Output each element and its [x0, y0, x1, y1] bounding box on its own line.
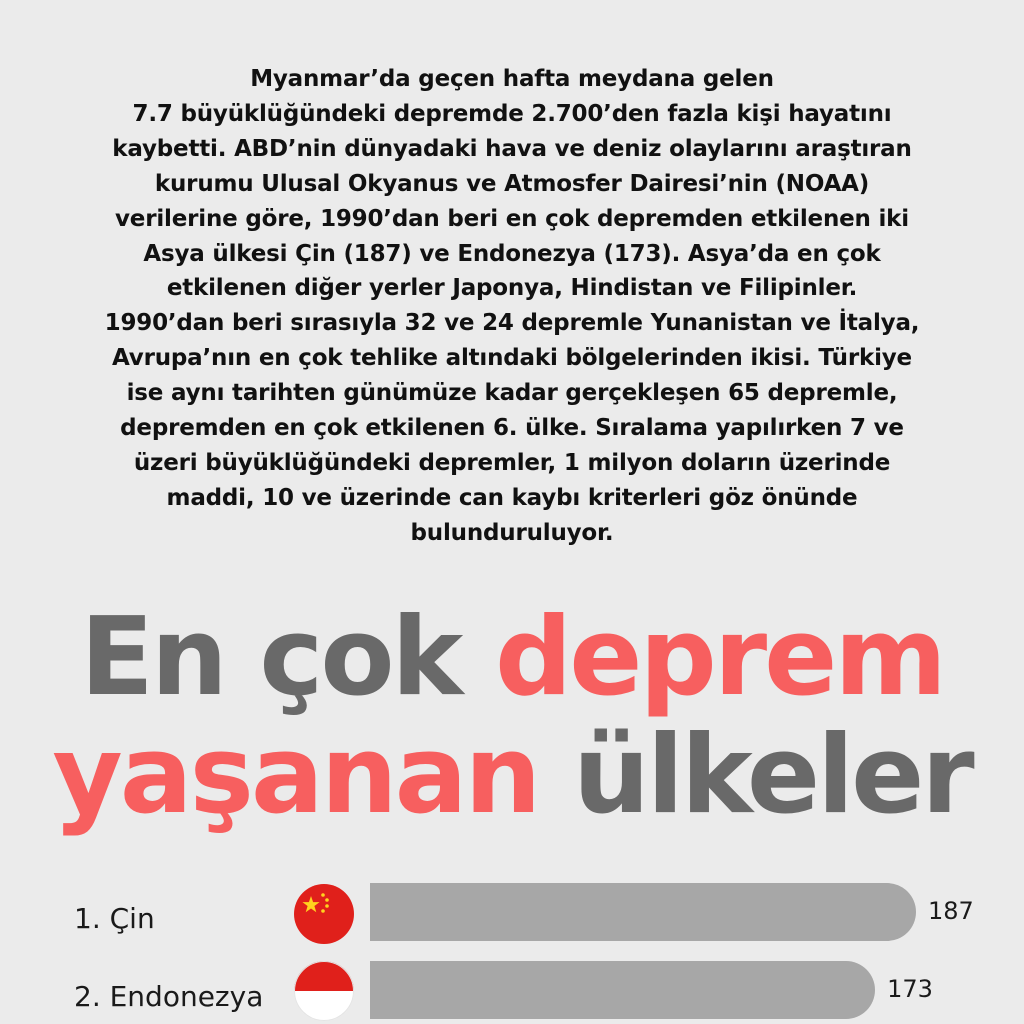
intro-line: Asya ülkesi Çin (187) ve Endonezya (173). Asya’da en çok [143, 240, 881, 267]
indonesia-flag-icon [294, 961, 354, 1021]
bar-label-indonesia: 2. Endonezya [74, 980, 264, 1013]
intro-line: bulunduruluyor. [410, 519, 614, 546]
intro-line: üzeri büyüklüğündeki depremler, 1 milyon doların üzerinde [133, 449, 891, 476]
intro-line: etkilenen diğer yerler Japonya, Hindistan ve Filipinler. [166, 275, 858, 302]
intro-line: kurumu Ulusal Okyanus ve Atmosfer Dairesi’nin (NOAA) [154, 170, 870, 197]
bar-china [370, 883, 916, 941]
china-flag-icon [294, 884, 354, 944]
headline-line-2 [0, 713, 1024, 838]
bar-label-china: 1. Çin [74, 902, 155, 935]
bar-value-china: 187 [928, 897, 974, 925]
intro-line: Myanmar’da geçen hafta meydana gelen [250, 66, 774, 92]
intro-line: kaybetti. ABD’nin dünyadaki hava ve deniz olaylarını araştıran [112, 135, 912, 162]
intro-line: depremden en çok etkilenen 6. ülke. Sıralama yapılırken 7 ve [120, 415, 904, 442]
intro-line: ise aynı tarihten günümüze kadar gerçekleşen 65 depremle, [126, 380, 898, 407]
headline-gray-part: ülkeler [538, 713, 972, 838]
intro-line: Avrupa’nın en çok tehlike altındaki bölgelerinden ikisi. Türkiye [112, 345, 912, 372]
headline-accent-part: deprem [494, 595, 944, 720]
headline-gray-part: En çok [80, 595, 495, 720]
headline-accent-part: yaşanan [52, 713, 539, 838]
intro-line: 7.7 büyüklüğündeki depremde 2.700’den fazla kişi hayatını [132, 100, 892, 127]
bar-indonesia [370, 961, 875, 1019]
intro-paragraph [40, 62, 984, 551]
intro-line: maddi, 10 ve üzerinde can kaybı kriterleri göz önünde [166, 484, 858, 511]
intro-line: verilerine göre, 1990’dan beri en çok depremden etkilenen iki [115, 205, 909, 232]
bar-value-indonesia: 173 [887, 975, 933, 1003]
headline-line-1 [0, 595, 1024, 720]
intro-line: 1990’dan beri sırasıyla 32 ve 24 depremle Yunanistan ve İtalya, [104, 310, 920, 337]
